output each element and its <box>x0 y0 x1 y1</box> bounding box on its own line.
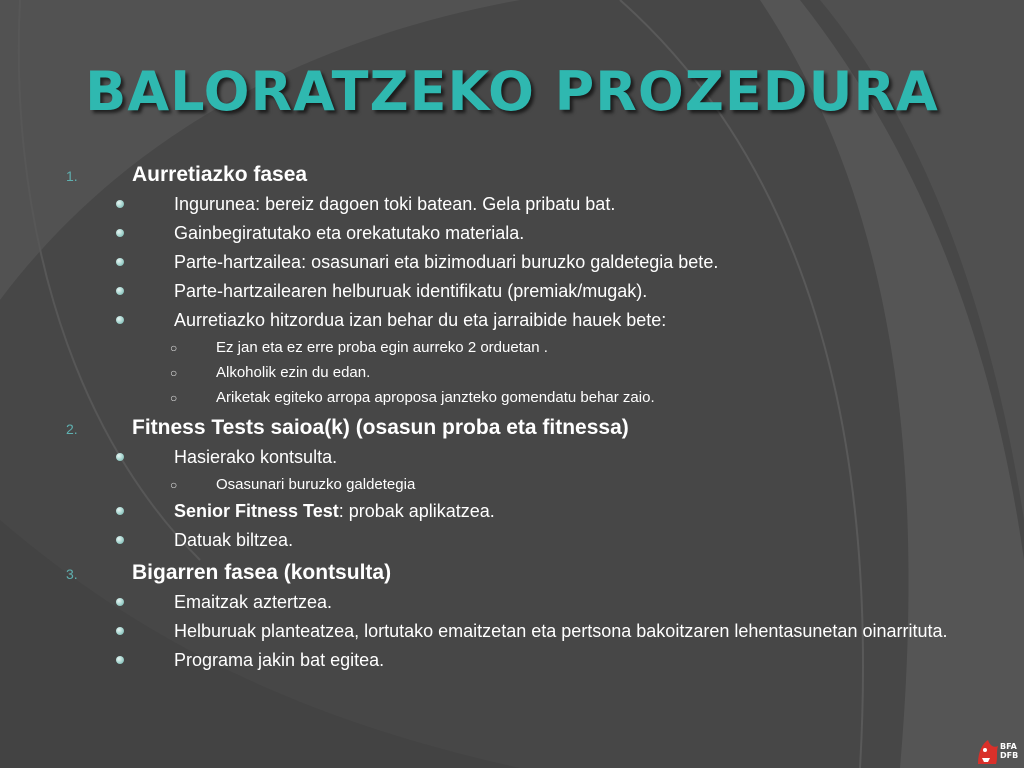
list-item-text: Ingurunea: bereiz dagoen toki batean. Gela pribatu bat. <box>174 194 616 214</box>
circle-bullet-icon: ○ <box>170 478 178 492</box>
section-2 <box>58 413 958 551</box>
list-item <box>58 309 958 331</box>
sub-list-item-text: Ariketak egiteko arropa aproposa janzteko gomendatu behar zaio. <box>216 389 655 406</box>
list-item <box>58 649 958 671</box>
sub-list-item-text: Osasunari buruzko galdetegia <box>216 476 416 493</box>
bullet-icon <box>116 200 124 208</box>
section-1 <box>58 160 958 408</box>
bullet-icon <box>116 229 124 237</box>
list-item <box>58 280 958 302</box>
sub-list-item <box>58 363 958 383</box>
circle-bullet-icon: ○ <box>170 391 178 405</box>
bullet-icon <box>116 258 124 266</box>
sub-list-item <box>58 388 958 408</box>
section-number: 1. <box>66 168 78 184</box>
section-title: Fitness Tests saioa(k) (osasun proba eta fitnessa) <box>132 416 629 439</box>
list-item <box>58 500 958 522</box>
bullet-icon <box>116 627 124 635</box>
logo-line1: BFA <box>1000 742 1017 751</box>
section-3 <box>58 558 958 671</box>
sub-list-item <box>58 475 958 495</box>
list-item-text: Programa jakin bat egitea. <box>174 650 385 670</box>
logo-line2: DFB <box>1000 751 1019 760</box>
list-item <box>58 251 958 273</box>
list-item-text: Helburuak planteatzea, lortutako emaitzetan eta pertsona bakoitzaren lehentasunetan oinarrituta. <box>174 621 948 641</box>
list-item <box>58 591 958 613</box>
list-item-text: Datuak biltzea. <box>174 530 294 550</box>
list-item-text: Emaitzak aztertzea. <box>174 592 333 612</box>
section-title: Bigarren fasea (kontsulta) <box>132 561 392 584</box>
section-number: 2. <box>66 421 78 437</box>
list-item-text: Aurretiazko hitzordua izan behar du eta jarraibide hauek bete: <box>174 310 667 330</box>
list-item-text: Gainbegiratutako eta orekatutako materiala. <box>174 223 525 243</box>
circle-bullet-icon: ○ <box>170 341 178 355</box>
bullet-icon <box>116 598 124 606</box>
bullet-icon <box>116 507 124 515</box>
list-item-text: Parte-hartzailea: osasunari eta bizimoduari buruzko galdetegia bete. <box>174 252 719 272</box>
list-item <box>58 620 958 642</box>
sub-list-item-text: Ez jan eta ez erre proba egin aurreko 2 orduetan . <box>216 339 548 356</box>
list-item-text: Hasierako kontsulta. <box>174 447 338 467</box>
sub-list-item-text: Alkoholik ezin du edan. <box>216 364 371 381</box>
list-item <box>58 222 958 244</box>
section-heading <box>58 413 958 443</box>
bullet-icon <box>116 536 124 544</box>
list-item <box>58 193 958 215</box>
list-item-text: Parte-hartzailearen helburuak identifikatu (premiak/mugak). <box>174 281 648 301</box>
list-item-bold-text: Senior Fitness Test <box>174 501 339 521</box>
logo-text <box>1000 742 1018 760</box>
bullet-icon <box>116 316 124 324</box>
bullet-icon <box>116 453 124 461</box>
sub-list-item <box>58 338 958 358</box>
list-item-text: : probak aplikatzea. <box>338 501 495 521</box>
bullet-icon <box>116 287 124 295</box>
slide-content <box>58 160 958 678</box>
section-number: 3. <box>66 566 78 582</box>
section-heading <box>58 558 958 588</box>
list-item <box>58 529 958 551</box>
bullet-icon <box>116 656 124 664</box>
section-heading <box>58 160 958 190</box>
list-item <box>58 446 958 468</box>
circle-bullet-icon: ○ <box>170 366 178 380</box>
slide-title: BALORATZEKO PROZEDURA <box>85 60 939 123</box>
section-title: Aurretiazko fasea <box>132 163 308 186</box>
